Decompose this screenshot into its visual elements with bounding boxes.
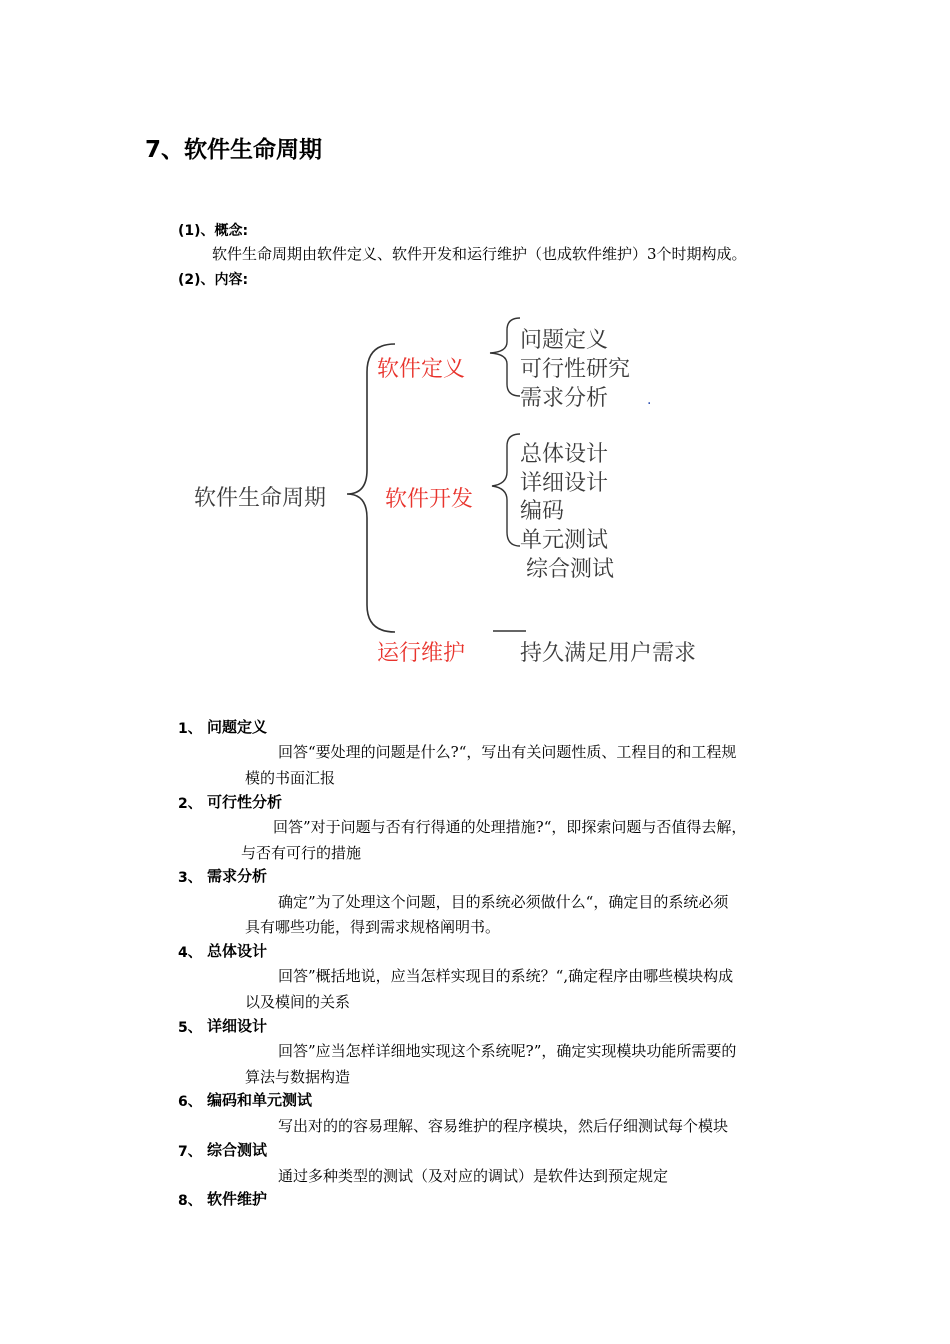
item-title: 综合测试 (207, 1141, 268, 1159)
branch-definition: 软件定义 (377, 357, 466, 382)
item-title: 编码和单元测试 (207, 1091, 313, 1109)
leaf-item: 问题定义 (520, 328, 609, 353)
item-title: 需求分析 (207, 867, 268, 885)
item-title: 可行性分析 (207, 793, 283, 811)
leaf-item: 持久满足用户需求 (520, 641, 697, 666)
stray-dot: . (647, 392, 652, 408)
page-title: 7、软件生命周期 (145, 137, 323, 163)
item-number: 7、 (178, 1144, 202, 1160)
diagram-root: 软件生命周期 (194, 486, 327, 511)
item-text: 模的书面汇报 (245, 769, 336, 787)
item-title: 软件维护 (207, 1190, 268, 1208)
item-number: 3、 (178, 870, 202, 886)
item-text: 回答“要处理的问题是什么?“，写出有关问题性质、工程目的和工程规 (278, 743, 737, 761)
concept-label: (1)、概念: (178, 223, 249, 239)
item-text: 回答”概括地说，应当怎样实现目的系统？“,确定程序由哪些模块构成 (278, 967, 734, 985)
development-brace (492, 434, 520, 546)
definition-brace (490, 318, 520, 396)
item-text: 写出对的的容易理解、容易维护的程序模块，然后仔细测试每个模块 (278, 1117, 729, 1135)
leaf-item: 综合测试 (526, 557, 615, 582)
item-title: 总体设计 (207, 942, 268, 960)
item-number: 6、 (178, 1094, 202, 1110)
item-text: 回答”应当怎样详细地实现这个系统呢?”，确定实现模块功能所需要的 (278, 1042, 737, 1060)
item-text: 算法与数据构造 (245, 1068, 351, 1086)
content-label: (2)、内容: (178, 272, 249, 288)
item-number: 5、 (178, 1020, 202, 1036)
item-text: 与否有可行的措施 (241, 844, 362, 862)
item-text: 回答”对于问题与否有行得通的处理措施?“，即探索问题与否值得去解， (273, 818, 747, 836)
leaf-item: 详细设计 (520, 471, 609, 496)
concept-text: 软件生命周期由软件定义、软件开发和运行维护（也成软件维护）3个时期构成。 (212, 245, 747, 263)
item-text: 确定”为了处理这个问题，目的系统必须做什么“，确定目的系统必须 (278, 893, 729, 911)
branch-development: 软件开发 (385, 487, 474, 512)
branch-maintenance: 运行维护 (377, 641, 466, 666)
leaf-item: 可行性研究 (520, 357, 631, 382)
item-text: 具有哪些功能，得到需求规格阐明书。 (245, 918, 501, 936)
leaf-item: 总体设计 (520, 442, 609, 467)
item-title: 详细设计 (207, 1017, 268, 1035)
item-number: 2、 (178, 796, 202, 812)
leaf-item: 需求分析 (520, 386, 609, 411)
item-number: 4、 (178, 945, 202, 961)
leaf-item: 单元测试 (520, 528, 609, 553)
item-number: 1、 (178, 721, 202, 737)
item-text: 通过多种类型的测试（及对应的调试）是软件达到预定规定 (278, 1167, 669, 1185)
item-title: 问题定义 (207, 718, 268, 736)
item-text: 以及模间的关系 (245, 993, 351, 1011)
item-number: 8、 (178, 1193, 202, 1209)
leaf-item: 编码 (520, 499, 565, 524)
